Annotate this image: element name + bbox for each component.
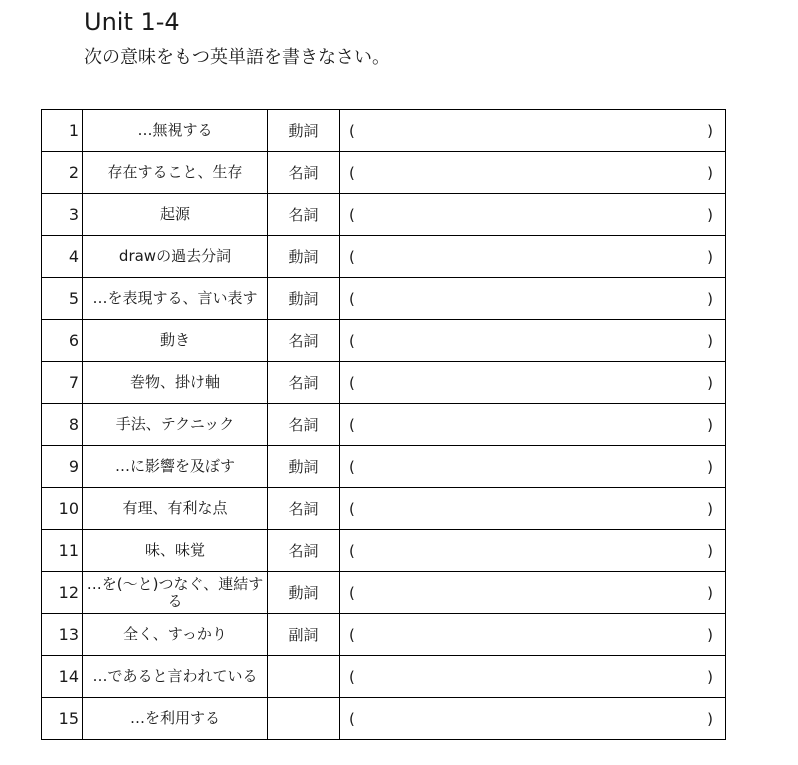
close-paren: ) <box>707 163 713 182</box>
instruction-text: 次の意味をもつ英単語を書きなさい。 <box>84 47 390 68</box>
row-number: 4 <box>42 236 83 278</box>
row-number: 11 <box>42 530 83 572</box>
close-paren: ) <box>707 625 713 644</box>
part-of-speech-cell: 名詞 <box>268 404 340 446</box>
part-of-speech-cell: 動詞 <box>268 278 340 320</box>
close-paren: ) <box>707 331 713 350</box>
close-paren: ) <box>707 289 713 308</box>
open-paren: ( <box>349 121 355 140</box>
close-paren: ) <box>707 247 713 266</box>
table-row <box>42 278 726 320</box>
row-number: 10 <box>42 488 83 530</box>
open-paren: ( <box>349 163 355 182</box>
meaning-cell: 味、味覚 <box>83 530 268 572</box>
table-row <box>42 110 726 152</box>
close-paren: ) <box>707 415 713 434</box>
table-row <box>42 530 726 572</box>
meaning-cell: …であると言われている <box>83 656 268 698</box>
table-row <box>42 656 726 698</box>
part-of-speech-cell: 名詞 <box>268 320 340 362</box>
answer-blank[interactable] <box>340 404 726 446</box>
vocabulary-table-body <box>42 110 726 740</box>
table-row <box>42 236 726 278</box>
answer-blank[interactable] <box>340 320 726 362</box>
close-paren: ) <box>707 499 713 518</box>
answer-blank[interactable] <box>340 446 726 488</box>
answer-blank[interactable] <box>340 110 726 152</box>
row-number: 7 <box>42 362 83 404</box>
row-number: 9 <box>42 446 83 488</box>
close-paren: ) <box>707 583 713 602</box>
open-paren: ( <box>349 583 355 602</box>
table-row <box>42 194 726 236</box>
vocabulary-table <box>41 109 726 740</box>
part-of-speech-cell: 名詞 <box>268 362 340 404</box>
part-of-speech-cell: 名詞 <box>268 488 340 530</box>
row-number: 13 <box>42 614 83 656</box>
part-of-speech-cell: 名詞 <box>268 194 340 236</box>
row-number: 6 <box>42 320 83 362</box>
part-of-speech-cell: 副詞 <box>268 614 340 656</box>
answer-blank[interactable] <box>340 152 726 194</box>
part-of-speech-cell <box>268 698 340 740</box>
open-paren: ( <box>349 331 355 350</box>
answer-blank[interactable] <box>340 362 726 404</box>
table-row <box>42 320 726 362</box>
table-row <box>42 698 726 740</box>
part-of-speech-cell: 名詞 <box>268 152 340 194</box>
open-paren: ( <box>349 373 355 392</box>
open-paren: ( <box>349 541 355 560</box>
answer-blank[interactable] <box>340 530 726 572</box>
part-of-speech-cell: 名詞 <box>268 530 340 572</box>
answer-blank[interactable] <box>340 572 726 614</box>
open-paren: ( <box>349 625 355 644</box>
meaning-cell: drawの過去分詞 <box>83 236 268 278</box>
open-paren: ( <box>349 457 355 476</box>
meaning-cell: 有理、有利な点 <box>83 488 268 530</box>
meaning-cell: …に影響を及ぼす <box>83 446 268 488</box>
answer-blank[interactable] <box>340 656 726 698</box>
open-paren: ( <box>349 289 355 308</box>
open-paren: ( <box>349 667 355 686</box>
meaning-cell: 全く、すっかり <box>83 614 268 656</box>
row-number: 14 <box>42 656 83 698</box>
table-row <box>42 488 726 530</box>
row-number: 3 <box>42 194 83 236</box>
meaning-cell: …を表現する、言い表す <box>83 278 268 320</box>
part-of-speech-cell: 動詞 <box>268 110 340 152</box>
row-number: 1 <box>42 110 83 152</box>
meaning-cell: 動き <box>83 320 268 362</box>
table-row <box>42 152 726 194</box>
row-number: 2 <box>42 152 83 194</box>
close-paren: ) <box>707 373 713 392</box>
close-paren: ) <box>707 121 713 140</box>
meaning-cell: 巻物、掛け軸 <box>83 362 268 404</box>
row-number: 8 <box>42 404 83 446</box>
meaning-cell: …を(～と)つなぐ、連結する <box>83 572 268 614</box>
answer-blank[interactable] <box>340 698 726 740</box>
part-of-speech-cell: 動詞 <box>268 236 340 278</box>
table-row <box>42 404 726 446</box>
table-row <box>42 362 726 404</box>
answer-blank[interactable] <box>340 194 726 236</box>
table-row <box>42 614 726 656</box>
close-paren: ) <box>707 457 713 476</box>
open-paren: ( <box>349 205 355 224</box>
open-paren: ( <box>349 499 355 518</box>
meaning-cell: …無視する <box>83 110 268 152</box>
close-paren: ) <box>707 205 713 224</box>
answer-blank[interactable] <box>340 488 726 530</box>
meaning-cell: 手法、テクニック <box>83 404 268 446</box>
meaning-cell: 起源 <box>83 194 268 236</box>
open-paren: ( <box>349 247 355 266</box>
table-row <box>42 572 726 614</box>
part-of-speech-cell: 動詞 <box>268 572 340 614</box>
meaning-cell: 存在すること、生存 <box>83 152 268 194</box>
close-paren: ) <box>707 541 713 560</box>
answer-blank[interactable] <box>340 278 726 320</box>
meaning-cell: …を利用する <box>83 698 268 740</box>
row-number: 5 <box>42 278 83 320</box>
close-paren: ) <box>707 709 713 728</box>
part-of-speech-cell: 動詞 <box>268 446 340 488</box>
answer-blank[interactable] <box>340 614 726 656</box>
table-row <box>42 446 726 488</box>
open-paren: ( <box>349 709 355 728</box>
page-title: Unit 1-4 <box>84 8 180 36</box>
row-number: 15 <box>42 698 83 740</box>
close-paren: ) <box>707 667 713 686</box>
open-paren: ( <box>349 415 355 434</box>
answer-blank[interactable] <box>340 236 726 278</box>
row-number: 12 <box>42 572 83 614</box>
part-of-speech-cell <box>268 656 340 698</box>
